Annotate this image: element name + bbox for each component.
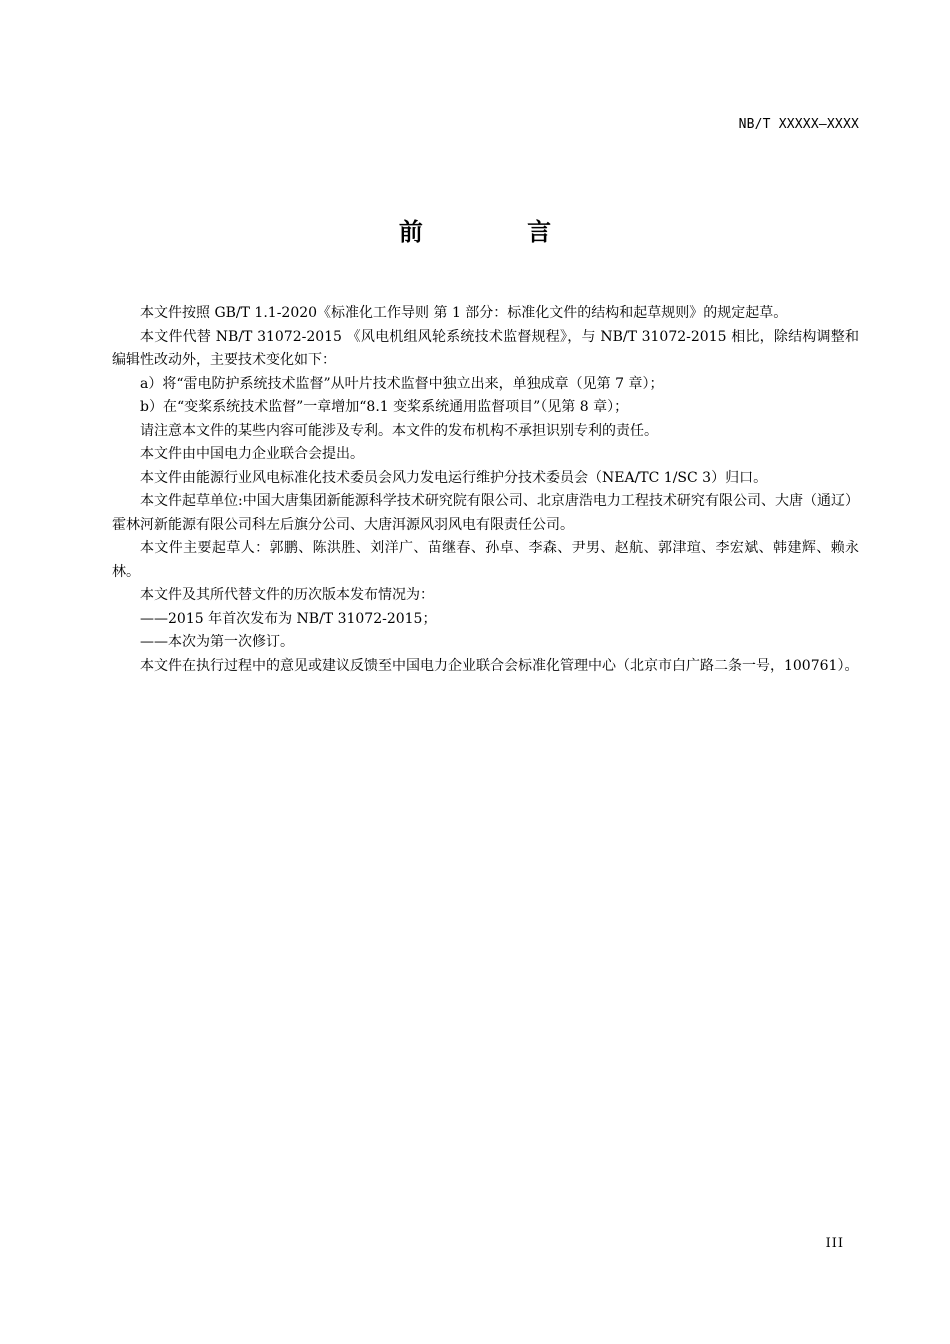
paragraph-drafters: 本文件主要起草人：郭鹏、陈洪胜、刘洋广、苗继春、孙卓、李森、尹男、赵航、郭津瑄、李宏斌、韩建辉、赖永林。 [112,540,859,580]
paragraph-managed-by: 本文件由能源行业风电标准化技术委员会风力发电运行维护分技术委员会（NEA/TC 1/SC 3）归口。 [140,469,768,486]
list-item-history-2015: ——2015 年首次发布为 NB/T 31072-2015； [140,610,437,627]
paragraph-drafting-rules: 本文件按照 GB/T 1.1-2020《标准化工作导则 第 1 部分：标准化文件的结构和起草规则》的规定起草。 [140,305,788,321]
list-item-change-b: b）在“变桨系统技术监督”一章增加“8.1 变桨系统通用监督项目”（见第 8 章）； [140,399,629,415]
paragraph-drafting-units: 本文件起草单位:中国大唐集团新能源科学技术研究院有限公司、北京唐浩电力工程技术研究有限公司、大唐（通辽）霍林河新能源有限公司科左后旗分公司、大唐洱源风羽风电有限责任公司。 [112,493,859,533]
list-item-history-current: ——本次为第一次修订。 [140,634,294,650]
page-title: 前 言 [398,218,600,246]
page-number: III [825,1236,844,1251]
paragraph-feedback: 本文件在执行过程中的意见或建议反馈至中国电力企业联合会标准化管理中心（北京市白广路二条一号，100761）。 [140,657,859,674]
paragraph-proposed-by: 本文件由中国电力企业联合会提出。 [140,446,364,462]
list-item-change-a: a）将“雷电防护系统技术监督”从叶片技术监督中独立出来，单独成章（见第 7 章）； [140,375,664,392]
paragraph-replaces: 本文件代替 NB/T 31072-2015 《风电机组风轮系统技术监督规程》，与 NB/T 31072-2015 相比，除结构调整和编辑性改动外，主要技术变化如下： [112,328,859,368]
document-code: NB/T XXXXX—XXXX [738,117,859,132]
paragraph-patent-notice: 请注意本文件的某些内容可能涉及专利。本文件的发布机构不承担识别专利的责任。 [140,422,658,439]
paragraph-version-history: 本文件及其所代替文件的历次版本发布情况为： [140,587,434,603]
foreword-body [112,302,859,678]
